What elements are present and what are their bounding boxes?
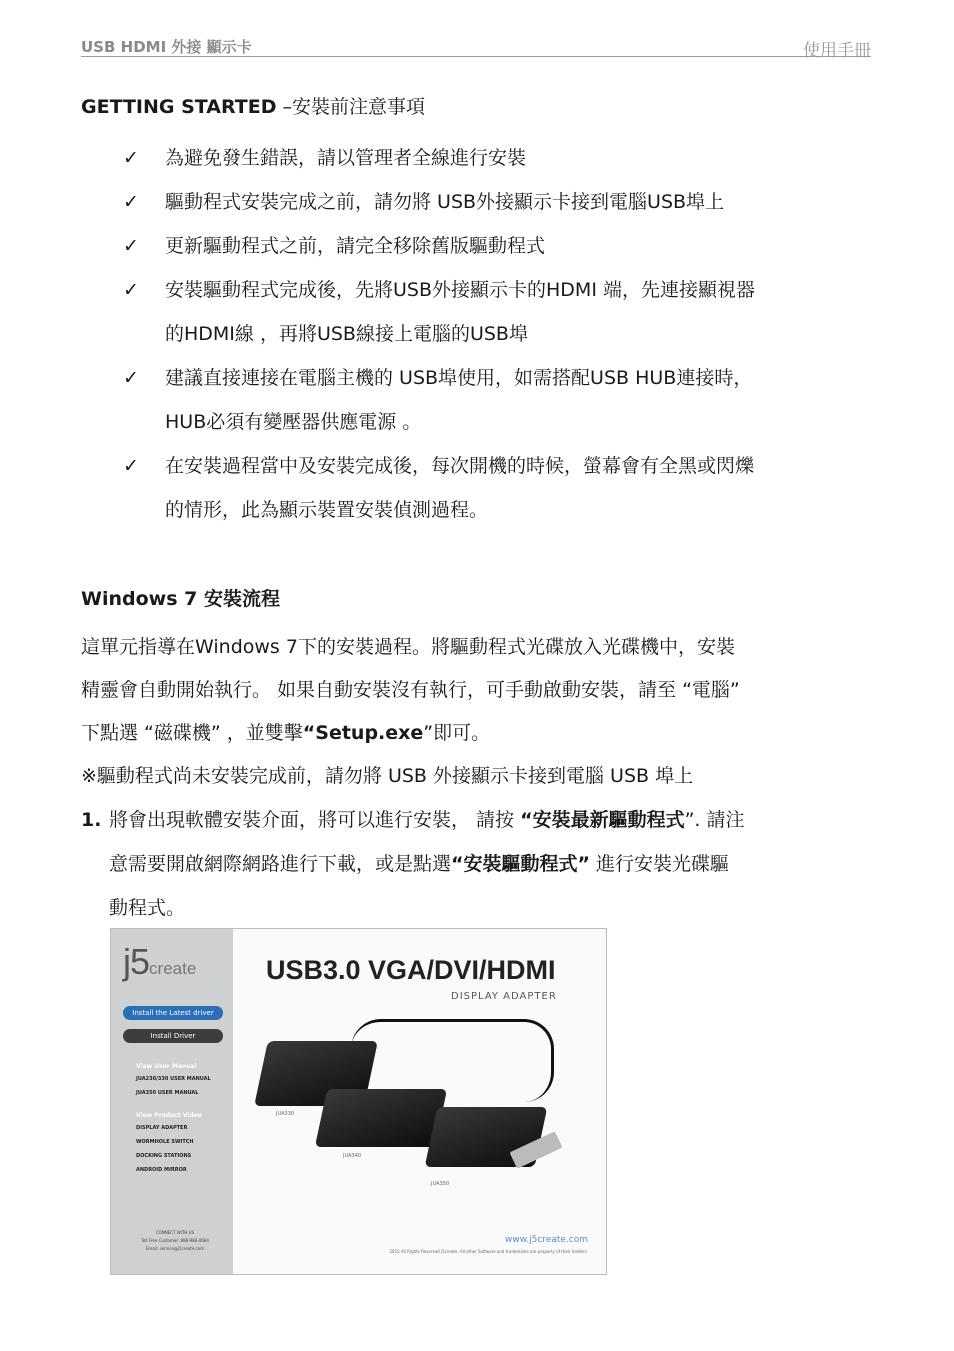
step-line xyxy=(81,798,891,842)
install-latest-text: “安裝最新驅動程式 xyxy=(520,809,685,831)
check-icon: ✓ xyxy=(123,367,139,389)
footer-phone: Toll Free Customer: 888-988-0684 xyxy=(141,1238,209,1243)
install-latest-driver-button[interactable]: Install the Latest driver xyxy=(123,1006,223,1020)
install-driver-text: “安裝驅動程式” xyxy=(451,853,590,875)
warning-line: ※驅動程式尚未安裝完成前，請勿將 USB 外接顯示卡接到電腦 USB 埠上 xyxy=(81,765,694,787)
section-heading-windows7: Windows 7 安裝流程 xyxy=(81,588,280,610)
installer-title: USB3.0 VGA/DVI/HDMI xyxy=(266,955,556,985)
section-heading-getting-started xyxy=(81,92,425,119)
group-product-video: View Product Video xyxy=(136,1112,202,1119)
precaution-item xyxy=(123,224,883,268)
installer-sidebar xyxy=(111,929,233,1274)
precaution-item xyxy=(123,136,883,180)
logo-sub: create xyxy=(149,959,197,978)
footer-email: Email: service@j5create.com xyxy=(145,1246,205,1251)
precaution-text: 安裝驅動程式完成後，先將USB外接顯示卡的HDMI 端，先連接顯視器 xyxy=(165,279,755,301)
link-manual-1[interactable]: JUA230/330 USER MANUAL xyxy=(136,1076,211,1082)
label-jua340: JUA340 xyxy=(343,1153,362,1159)
precaution-item xyxy=(123,180,883,224)
step-line xyxy=(81,842,891,886)
adapter-dvi-image xyxy=(315,1089,447,1147)
install-driver-button[interactable]: Install Driver xyxy=(123,1029,223,1043)
check-icon: ✓ xyxy=(123,147,139,169)
precaution-item xyxy=(123,444,883,532)
precaution-text: 的情形，此為顯示裝置安裝偵測過程。 xyxy=(165,499,489,521)
link-manual-2[interactable]: JUA350 USER MANUAL xyxy=(136,1090,199,1096)
label-jua350: JUA350 xyxy=(431,1181,450,1187)
para-text: 下點選 “磁碟機” ，並雙擊 xyxy=(81,722,303,744)
check-icon: ✓ xyxy=(123,235,139,257)
installer-subtitle: DISPLAY ADAPTER xyxy=(451,991,557,1002)
precaution-item xyxy=(123,356,883,444)
footer-connect: CONNECT WITH US xyxy=(155,1230,195,1235)
para-line: 這單元指導在Windows 7下的安裝過程。將驅動程式光碟放入光碟機中，安裝 xyxy=(81,636,735,658)
link-video-3[interactable]: DOCKING STATIONS xyxy=(136,1153,192,1159)
sidebar-links xyxy=(136,1063,228,1181)
sidebar-footer xyxy=(126,1229,224,1253)
step-text: ”. 請注 xyxy=(684,809,745,831)
precaution-item xyxy=(123,268,883,356)
precaution-text: HUB必須有變壓器供應電源 。 xyxy=(165,411,422,433)
installer-screenshot xyxy=(110,928,607,1275)
check-icon: ✓ xyxy=(123,455,139,477)
header-title: USB HDMI 外接 顯示卡 xyxy=(81,38,252,56)
link-video-4[interactable]: ANDROID MIRROR xyxy=(136,1167,187,1173)
link-video-2[interactable]: WORMHOLE SWITCH xyxy=(136,1139,194,1145)
precaution-text: 更新驅動程式之前，請完全移除舊版驅動程式 xyxy=(165,235,546,257)
check-icon: ✓ xyxy=(123,191,139,213)
step-1 xyxy=(81,798,891,930)
para-text: ”即可。 xyxy=(423,722,491,744)
para-line xyxy=(81,712,891,755)
precaution-text: 的HDMI線 ，再將USB線接上電腦的USB埠 xyxy=(165,323,528,345)
step-text: 意需要開啟網際網路進行下載，或是點選 xyxy=(109,853,452,875)
header-manual-label: 使用手冊 xyxy=(803,41,871,61)
precaution-text: 驅動程式安裝完成之前，請勿將 USB外接顯示卡接到電腦USB埠上 xyxy=(165,191,725,213)
check-icon: ✓ xyxy=(123,279,139,301)
precaution-text: 在安裝過程當中及安裝完成後，每次開機的時候，螢幕會有全黑或閃爍 xyxy=(165,455,755,477)
precaution-text: 為避免發生錯誤，請以管理者全線進行安裝 xyxy=(165,147,527,169)
group-user-manual: View User Manual xyxy=(136,1063,197,1070)
copyright-text: 2015 All Rights Reserved j5create. All other Software and trademarks are property of their holders. xyxy=(389,1249,588,1254)
intro-paragraph xyxy=(81,626,891,798)
link-video-1[interactable]: DISPLAY ADAPTER xyxy=(136,1125,188,1131)
step-line: 動程式。 xyxy=(109,897,186,919)
logo-main: j5 xyxy=(123,941,150,982)
step-text: 將會出現軟體安裝介面，將可以進行安裝， 請按 xyxy=(109,809,521,831)
website-link[interactable]: www.j5create.com xyxy=(505,1235,588,1245)
step-text: 進行安裝光碟驅 xyxy=(590,853,730,875)
j5create-logo xyxy=(123,941,196,983)
setup-exe-text: “Setup.exe xyxy=(302,722,424,744)
precaution-text: 建議直接連接在電腦主機的 USB埠使用，如需搭配USB HUB連接時， xyxy=(165,367,753,389)
label-jua330: JUA330 xyxy=(276,1111,295,1117)
heading-text: GETTING STARTED xyxy=(81,96,277,118)
para-line: 精靈會自動開始執行。 如果自動安裝沒有執行，可手動啟動安裝，請至 “電腦” xyxy=(81,679,740,701)
heading-suffix: –安裝前注意事項 xyxy=(276,96,426,118)
step-number: 1. xyxy=(81,809,102,831)
page-header xyxy=(81,36,871,61)
precaution-list xyxy=(123,136,883,532)
